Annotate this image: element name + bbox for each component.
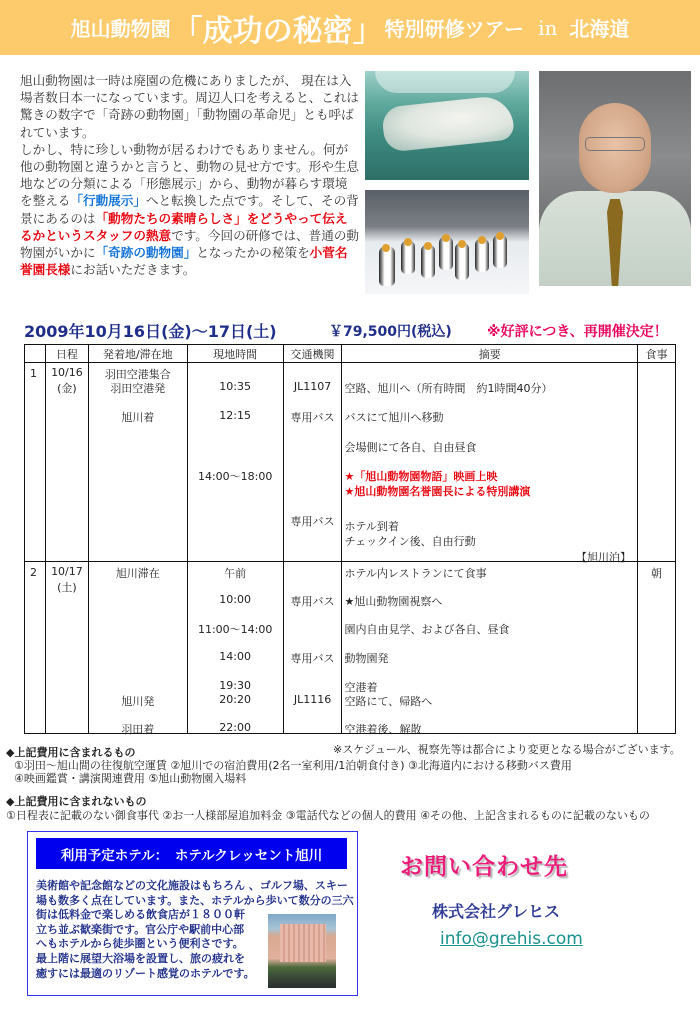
hotel-info-box: [27, 831, 358, 996]
day1-num: 1: [25, 363, 46, 562]
intro-highlight-staff-passion: 「動物たちの素晴らしさ」をどうやって伝えるかというスタッフの熱意: [20, 210, 348, 243]
day1-time: 10:35 12:15 14:00～18:00: [187, 363, 283, 562]
hotel-desc-line: へもホテルから徒歩圏という便利さです。: [36, 937, 244, 951]
col-header-time: 現地時間: [187, 345, 283, 363]
intro-highlight-miracle-zoo: 「奇跡の動物園」: [95, 245, 197, 261]
included-title: ◆上記費用に含まれるもの: [6, 746, 136, 759]
day2-num: 2: [25, 562, 46, 734]
banner-zoo-name: 旭山動物園: [70, 17, 171, 41]
intro-highlight-director: 小菅名誉園長様: [20, 245, 348, 278]
banner-hokkaido: 北海道: [569, 17, 630, 41]
table-row-day1: [25, 363, 676, 562]
intro-text-segment: へと転換した点です。そして、その背景にあるのは: [20, 193, 359, 226]
included-line-2: ④映画鑑賞・講演関連費用 ⑤旭山動物園入場料: [14, 772, 247, 785]
day1-transport: JL1107 専用バス 専用バス: [283, 363, 342, 562]
hotel-header: 利用予定ホテル： ホテルクレッセント旭川: [36, 838, 347, 869]
col-header-meal: 食事: [637, 345, 675, 363]
hotel-building-photo: [268, 914, 336, 988]
included-line-1: ①羽田～旭山間の往復航空運賃 ②旭川での宿泊費用(2名一室利用/1泊朝食付き) ③北海道内における移動バス費用: [14, 759, 572, 772]
banner-tour: 特別研修ツアー: [384, 17, 525, 41]
day2-summary: ホテル内レストランにて食事 ★旭山動物園視察へ 園内自由見学、および各自、昼食 動物園発 空港着 空路にて、帰路へ 空港着後、解散: [342, 562, 638, 734]
col-header-summary: 摘要: [342, 345, 638, 363]
tour-dateline: [24, 319, 684, 341]
title-banner: [0, 0, 700, 55]
hotel-desc-line: 美術館や記念館などの文化施設はもちろん 、ゴルフ場、スキー: [36, 879, 348, 892]
excluded-line-1: ①日程表に記載のない御食事代 ②お一人様部屋追加料金 ③電話代などの個人的費用 ④その他、上記含まれるものに記載のないもの: [6, 809, 650, 822]
intro-paragraph-1: 旭山動物園は一時は廃園の危機にありましたが、 現在は入場者数日本一になっています。周辺人口を考えると、これは驚きの数字で「奇跡の動物園」「動物園の革命児」とも呼ばれています。: [20, 73, 360, 140]
director-portrait-photo: [539, 71, 691, 286]
included-costs: [6, 746, 572, 785]
table-header-row: [25, 345, 676, 363]
col-header-date: 日程: [45, 345, 88, 363]
intro-highlight-behavior-exhibit: 「行動展示」: [70, 193, 146, 209]
day1-place: 羽田空港集合 羽田空港発 旭川着: [88, 363, 187, 562]
tour-date: 2009年10月16日(金)～17日(土): [24, 322, 277, 341]
polar-bear-photo: [365, 71, 529, 180]
movie-screening-highlight: ★「旭山動物園物語」映画上映: [344, 470, 498, 483]
day2-time: 午前 10:00 11:00～14:00 14:00 19:30 20:20 22:00: [187, 562, 283, 734]
intro-text-segment: です。今回の研修では、普通の動物園がいかに: [20, 227, 360, 261]
banner-secret: 「成功の秘密」: [172, 13, 383, 49]
intro-text-segment: しかし、特に珍しい動物が居るわけでもありません。何が他の動物園と違うかと言うと、動物の見せ方です。形や生息地などの分類による「形態展示」から、動物が暮らす環境を整える: [20, 141, 360, 209]
special-lecture-highlight: ★旭山動物園名誉園長による特別講演: [344, 485, 531, 498]
col-header-num: [25, 345, 46, 363]
day1-meal: [637, 363, 675, 562]
day2-meal: 朝: [637, 562, 675, 734]
day1-date: 10/16 (金): [45, 363, 88, 562]
hotel-desc-line: 立ち並ぶ歓楽街です。官公庁や駅前中心部: [36, 922, 245, 936]
stay-asahikawa: 【旭川泊】: [575, 551, 631, 564]
tour-price: ￥79,500円(税込): [329, 324, 452, 340]
day2-place: 旭川滞在 旭川発 羽田着: [88, 562, 187, 734]
table-row-day2: [25, 562, 676, 734]
excluded-title: ◆上記費用に含まれないもの: [6, 795, 147, 808]
rerun-notice: ※好評につき、再開催決定！: [487, 324, 668, 340]
day2-transport: 専用バス 専用バス JL1116: [283, 562, 342, 734]
banner-in: in: [538, 15, 558, 40]
hotel-desc-line: 癒すには最適のリゾート感覚のホテルです。: [36, 966, 255, 980]
contact-email-link[interactable]: info@grehis.com: [440, 929, 583, 949]
day2-date: 10/17 (土): [45, 562, 88, 734]
col-header-place: 発着地/滞在地: [88, 345, 187, 363]
intro-text-segment: となったかの秘策を: [196, 245, 310, 261]
intro-paragraph-2: [20, 141, 360, 279]
day1-summary: 空路、旭川へ（所有時間 約1時間40分） バスにて旭川へ移動 会場側にて各自、自由昼食 ★「旭山動物園物語」映画上映 ★旭山動物園名誉園長による特別講演 ホテル到着 チェックイン後、自由行動 【旭川泊】: [342, 363, 638, 562]
intro-text-segment: にお話いただきます。: [70, 262, 196, 278]
hotel-desc-line: 場も数多く点在しています。また、ホテルから歩いて数分の三六: [36, 893, 354, 907]
schedule-table: [24, 344, 676, 734]
penguins-photo: [365, 190, 529, 294]
col-header-transport: 交通機関: [283, 345, 342, 363]
contact-title: お問い合わせ先: [400, 854, 568, 880]
excluded-costs: [6, 795, 650, 823]
hotel-desc-line: 最上階に展望大浴場を設置し、旅の疲れを: [36, 951, 245, 965]
intro-text: [20, 72, 360, 278]
schedule-change-note: ※スケジュール、視察先等は都合により変更となる場合がございます。: [333, 743, 681, 756]
hotel-desc-line: 街は低料金で楽しめる飲食店が１８００軒: [36, 908, 245, 922]
company-name: 株式会社グレヒス: [432, 902, 561, 921]
